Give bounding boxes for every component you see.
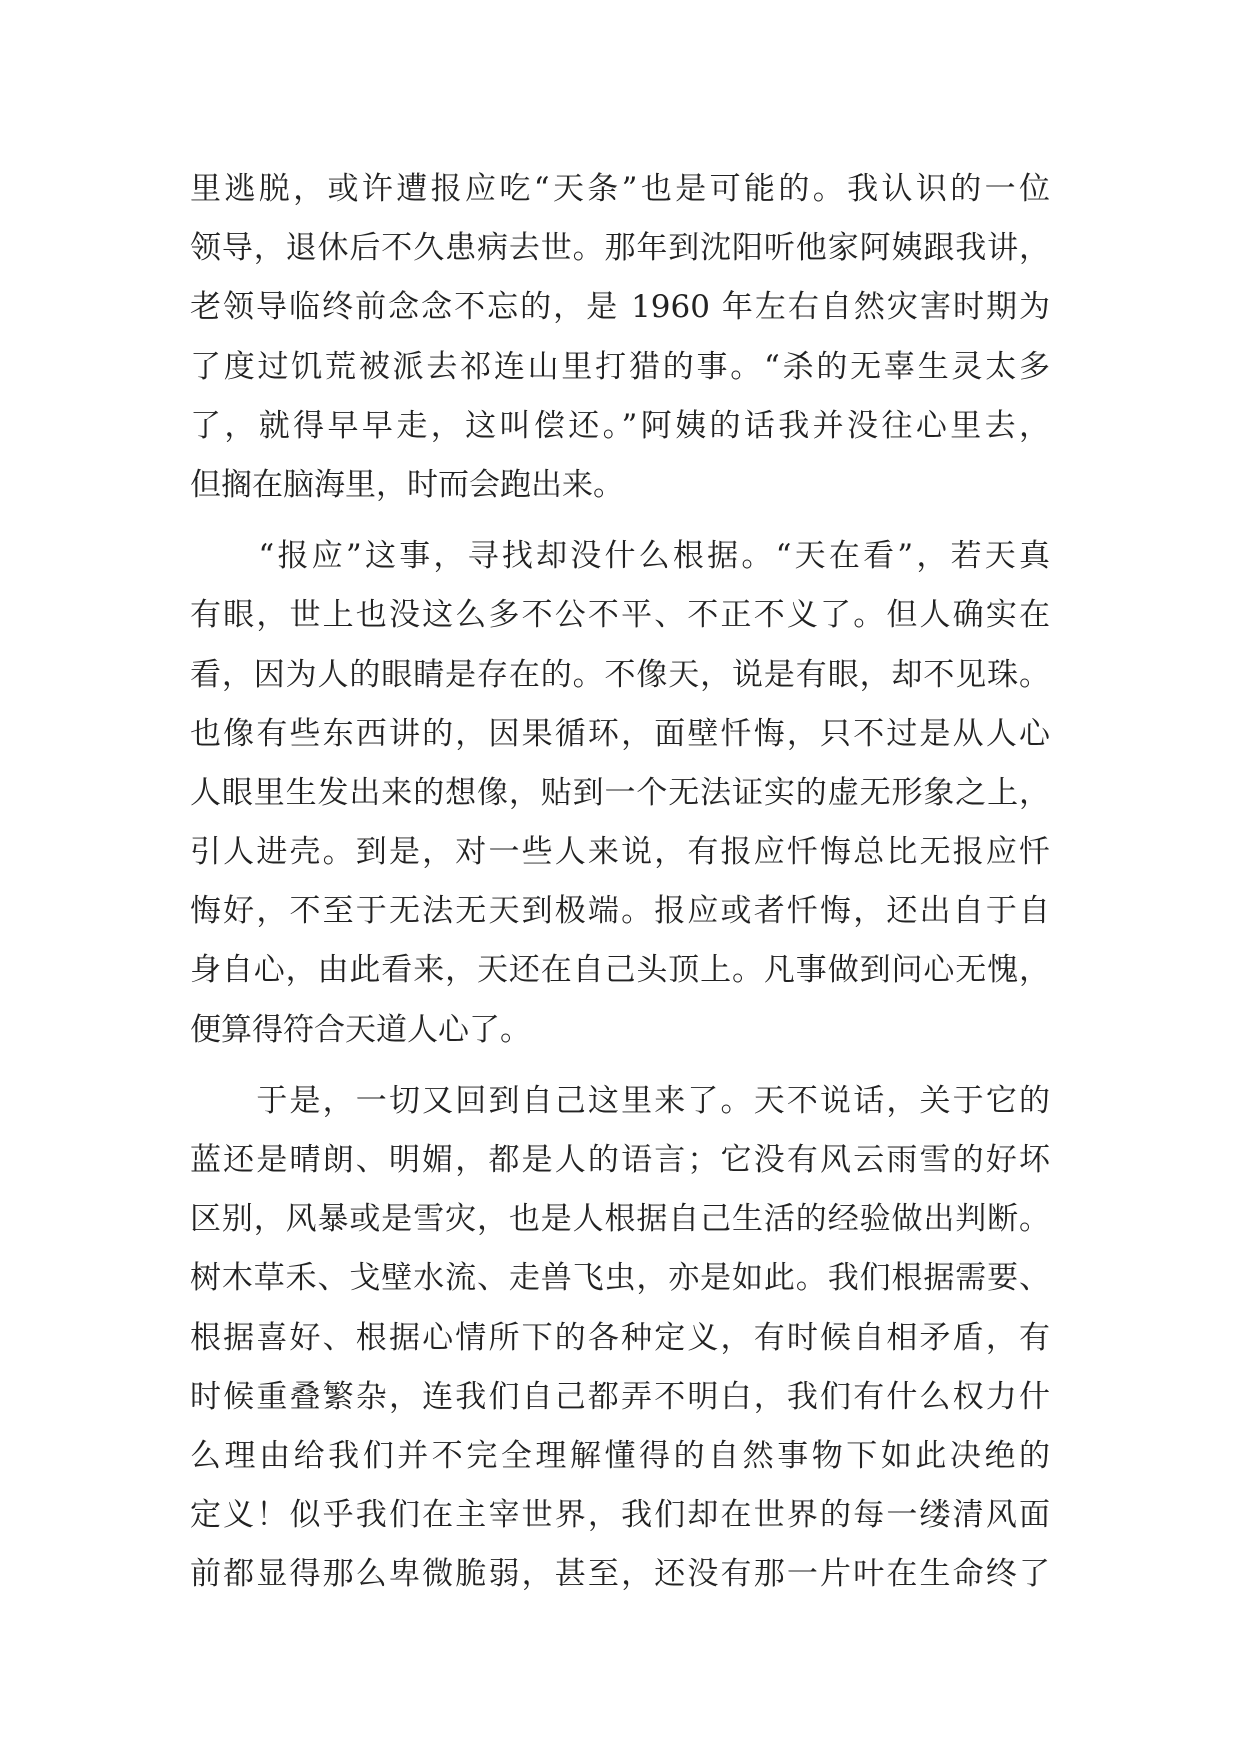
body-text (190, 160, 1050, 1605)
text-line: 定义！似乎我们在主宰世界，我们却在世界的每一缕清风面 (190, 1497, 1050, 1534)
text-line: 里逃脱，或许遭报应吃“天条”也是可能的。我认识的一位 (190, 171, 1050, 207)
text-line: 老领导临终前念念不忘的，是 1960 年左右自然灾害时期为 (190, 289, 1050, 326)
paragraph-spacing (190, 515, 1050, 527)
text-line: 有眼，世上也没这么多不公不平、不正不义了。但人确实在 (190, 597, 1050, 634)
text-line: 前都显得那么卑微脆弱，甚至，还没有那一片叶在生命终了 (190, 1556, 1050, 1593)
text-line: 时候重叠繁杂，连我们自己都弄不明白，我们有什么权力什 (190, 1378, 1050, 1415)
text-line: 了度过饥荒被派去祁连山里打猎的事。“杀的无辜生灵太多 (190, 348, 1050, 385)
text-line: 但搁在脑海里，时而会跑出来。 (190, 466, 624, 503)
text-line: 么理由给我们并不完全理解懂得的自然事物下如此决绝的 (190, 1437, 1050, 1474)
text-line: 人眼里生发出来的想像，贴到一个无法证实的虚无形象之上， (190, 774, 1050, 811)
paragraph-2 (190, 527, 1050, 1060)
text-line: “报应”这事，寻找却没什么根据。“天在看”，若天真 (190, 538, 1050, 575)
paragraph-3 (190, 1072, 1050, 1605)
text-line: 根据喜好、根据心情所下的各种定义，有时候自相矛盾，有 (190, 1319, 1050, 1356)
text-line: 领导，退休后不久患病去世。那年到沈阳听他家阿姨跟我讲， (190, 230, 1050, 267)
paragraph-1 (190, 160, 1050, 515)
text-line: 便算得符合天道人心了。 (190, 1011, 531, 1048)
text-line: 也像有些东西讲的，因果循环，面壁忏悔，只不过是从人心 (190, 715, 1050, 752)
text-line: 看，因为人的眼睛是存在的。不像天，说是有眼，却不见珠。 (190, 656, 1050, 693)
text-line: 引人进壳。到是，对一些人来说，有报应忏悔总比无报应忏 (190, 834, 1050, 871)
text-line: 悔好，不至于无法无天到极端。报应或者忏悔，还出自于自 (190, 893, 1050, 930)
text-line: 身自心，由此看来，天还在自己头顶上。凡事做到问心无愧， (190, 952, 1050, 989)
text-line: 了，就得早早走，这叫偿还。”阿姨的话我并没往心里去， (190, 407, 1050, 444)
paragraph-spacing (190, 1060, 1050, 1072)
text-line: 树木草禾、戈壁水流、走兽飞虫，亦是如此。我们根据需要、 (190, 1260, 1050, 1297)
text-line: 区别，风暴或是雪灾，也是人根据自己生活的经验做出判断。 (190, 1201, 1050, 1238)
text-line: 蓝还是晴朗、明媚，都是人的语言；它没有风云雨雪的好坏 (190, 1142, 1050, 1178)
text-line: 于是，一切又回到自己这里来了。天不说话，关于它的 (190, 1082, 1050, 1119)
